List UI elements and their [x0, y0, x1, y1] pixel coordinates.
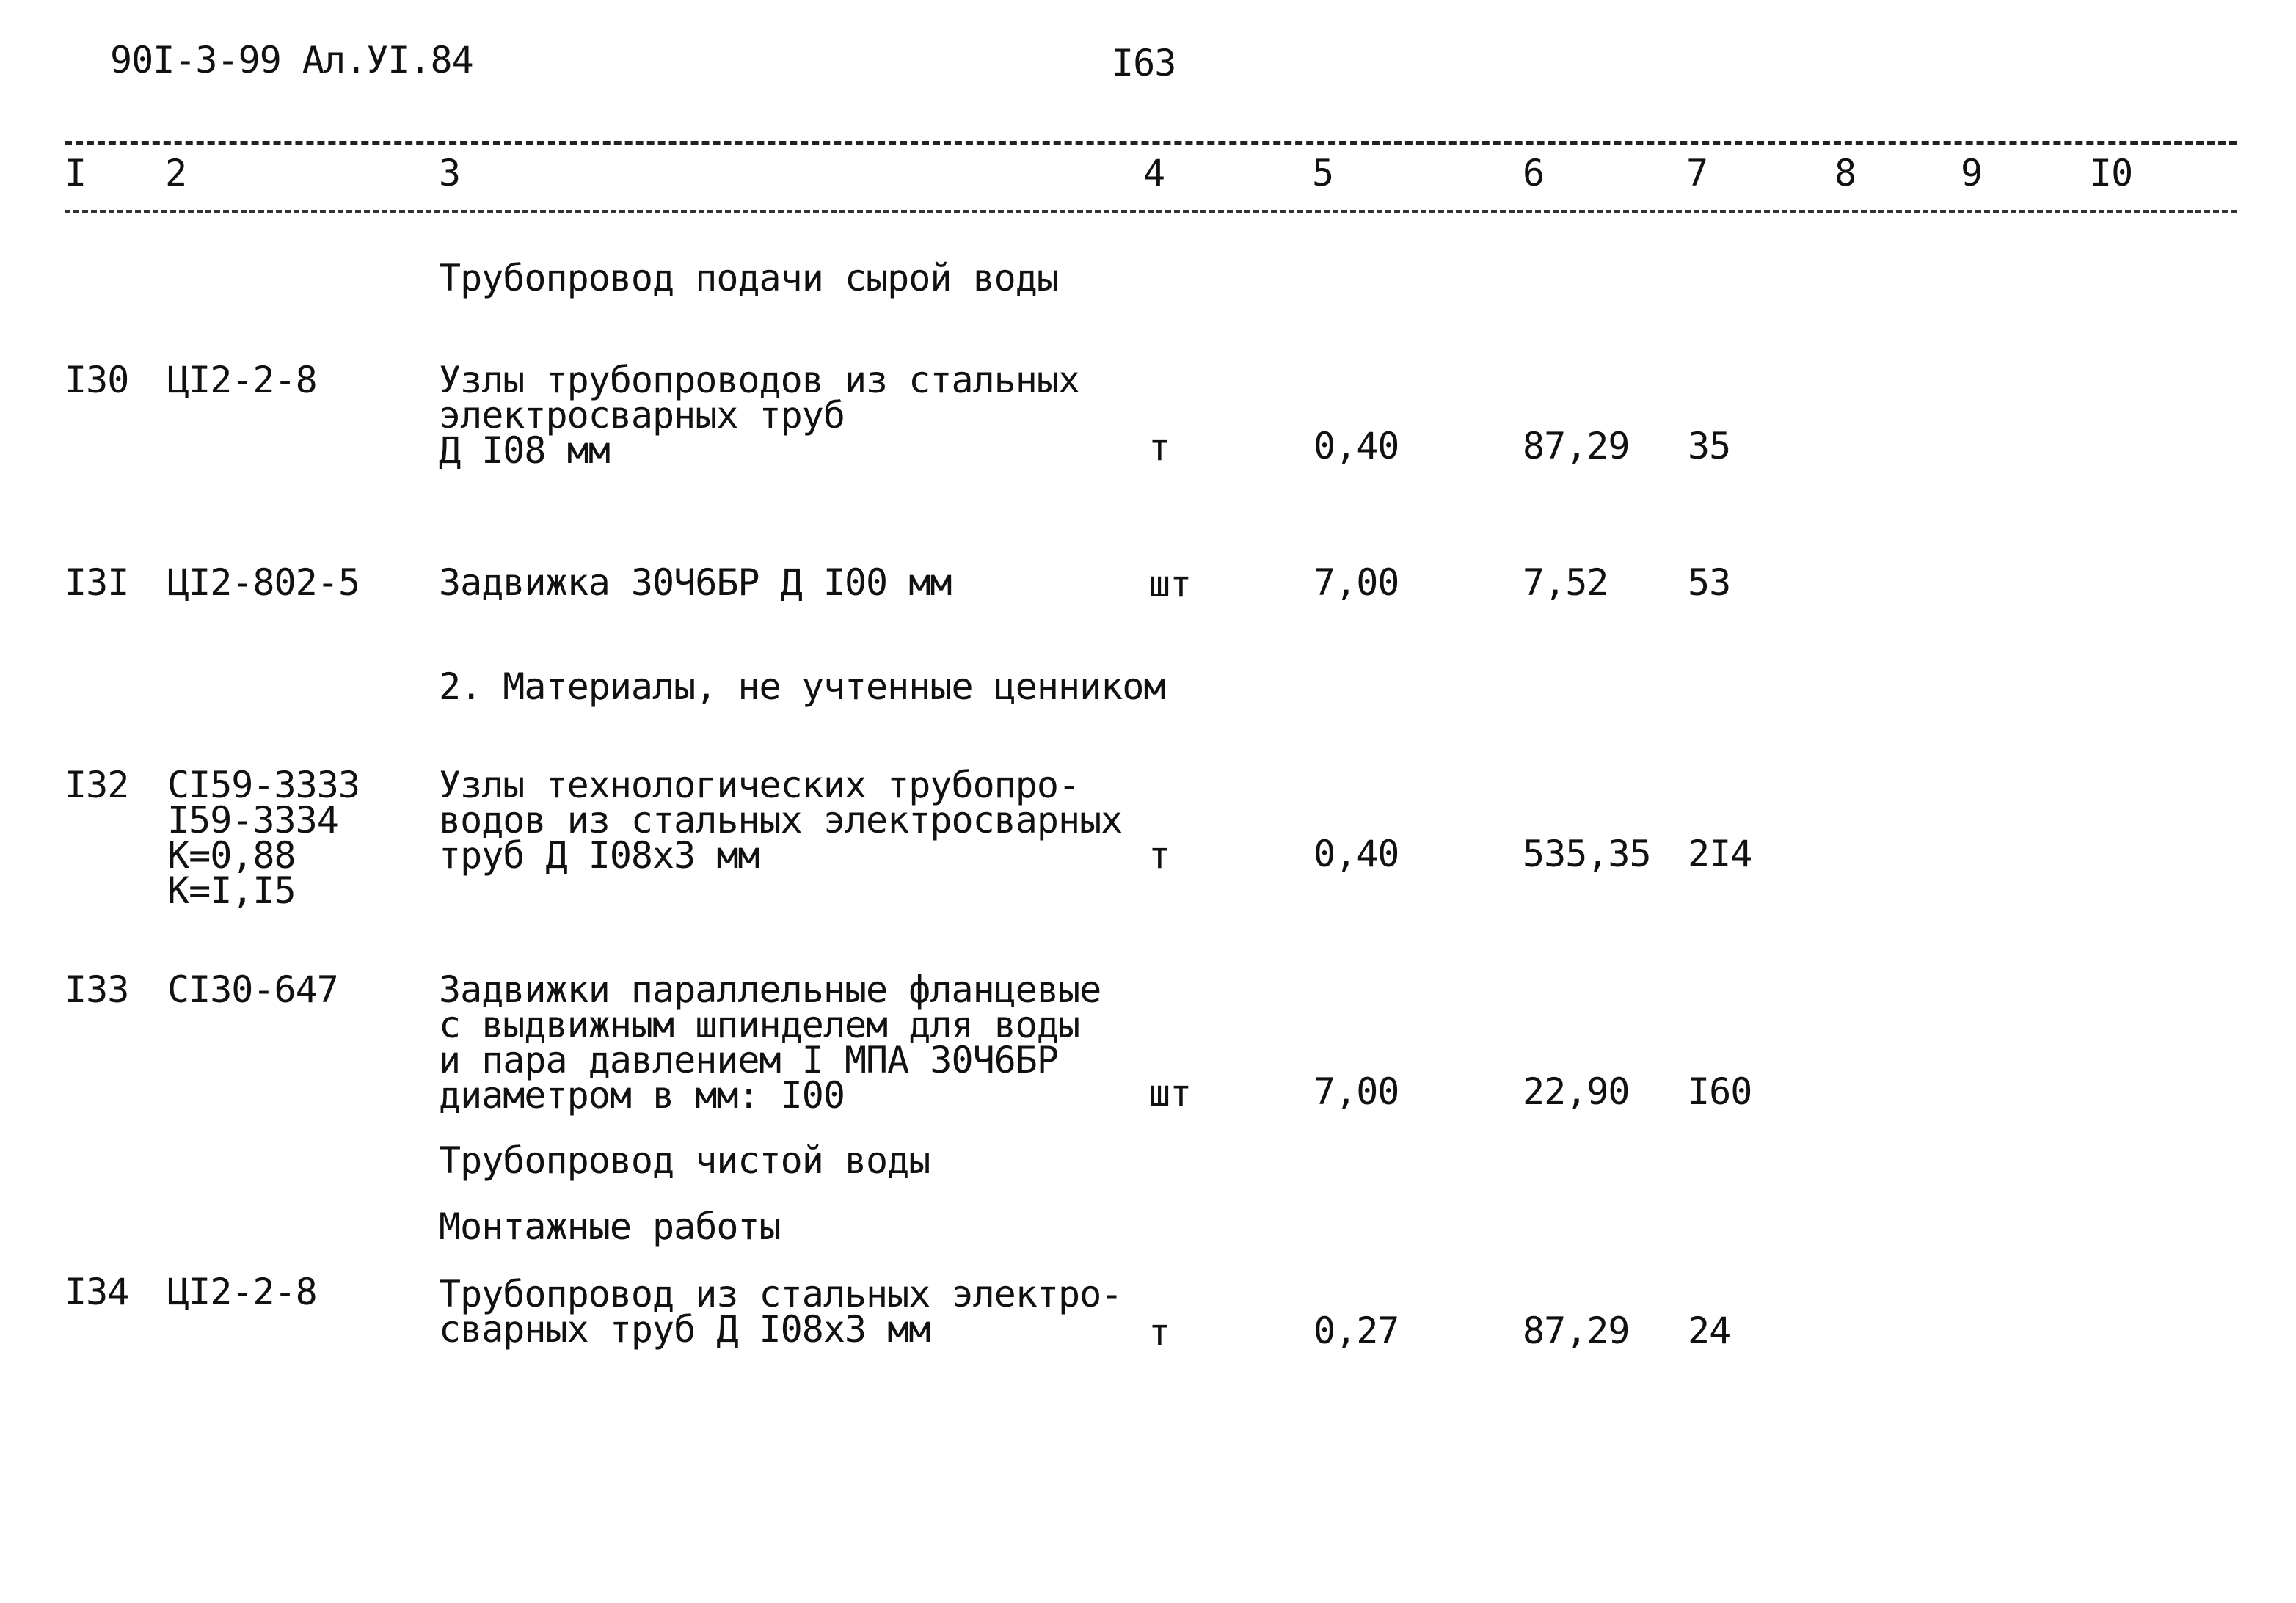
- row-description: Задвижки параллельные фланцевые с выдвижным шпинделем для воды и пара давлением I МПА 30Ч6БР диаметром в мм: I00: [439, 968, 1101, 1117]
- row-unit: т: [1148, 834, 1170, 877]
- row-description: Узлы трубопроводов из стальных электросварных труб Д I08 мм: [439, 359, 1080, 472]
- row-quantity: 0,40: [1313, 833, 1399, 875]
- section-heading-raw-water: Трубопровод подачи сырой воды: [439, 257, 1058, 299]
- header-bottom-rule: [65, 210, 2237, 213]
- column-header-10: I0: [2090, 152, 2133, 194]
- row-unit: шт: [1148, 563, 1192, 605]
- row-price: 535,35: [1523, 833, 1651, 875]
- row-description: Задвижка 30Ч6БР Д I00 мм: [439, 561, 952, 604]
- row-description: Узлы технологических трубопро- водов из стальных электросварных труб Д I08х3 мм: [439, 764, 1123, 877]
- row-total: 24: [1688, 1310, 1731, 1352]
- page-number: I63: [1112, 42, 1176, 84]
- column-header-2: 2: [165, 152, 187, 194]
- row-code: ЦI2-802-5: [167, 561, 360, 604]
- row-number: I32: [65, 764, 129, 806]
- row-price: 22,90: [1523, 1070, 1630, 1113]
- section-heading-clean-water: Трубопровод чистой воды: [439, 1139, 930, 1182]
- row-unit: т: [1148, 426, 1170, 469]
- column-header-4: 4: [1143, 152, 1165, 194]
- row-code: СI30-647: [167, 968, 338, 1011]
- row-total: 53: [1688, 561, 1731, 604]
- section-heading-installation: Монтажные работы: [439, 1205, 781, 1248]
- row-quantity: 0,27: [1313, 1310, 1399, 1352]
- row-price: 87,29: [1523, 425, 1630, 467]
- section-heading-materials: 2. Материалы, не учтенные ценником: [439, 665, 1165, 708]
- row-number: I33: [65, 968, 129, 1011]
- row-price: 87,29: [1523, 1310, 1630, 1352]
- column-header-6: 6: [1523, 152, 1545, 194]
- column-header-3: 3: [439, 152, 461, 194]
- row-quantity: 0,40: [1313, 425, 1399, 467]
- row-code: ЦI2-2-8: [167, 359, 317, 401]
- row-unit: шт: [1148, 1072, 1192, 1114]
- row-quantity: 7,00: [1313, 561, 1399, 604]
- row-number: I34: [65, 1271, 129, 1313]
- row-total: 35: [1688, 425, 1731, 467]
- row-quantity: 7,00: [1313, 1070, 1399, 1113]
- column-header-9: 9: [1961, 152, 1983, 194]
- row-total: 2I4: [1688, 833, 1752, 875]
- row-number: I30: [65, 359, 129, 401]
- column-header-1: I: [65, 152, 87, 194]
- row-description: Трубопровод из стальных электро- сварных труб Д I08х3 мм: [439, 1273, 1123, 1351]
- column-header-7: 7: [1686, 152, 1708, 194]
- row-total: I60: [1688, 1070, 1752, 1113]
- row-code: СI59-3333 I59-3334 К=0,88 К=I,I5: [167, 764, 360, 912]
- column-header-8: 8: [1834, 152, 1856, 194]
- row-number: I3I: [65, 561, 129, 604]
- header-top-rule: [65, 141, 2237, 145]
- document-code: 90I-3-99 Ал.УI.84: [110, 39, 473, 81]
- row-unit: т: [1148, 1311, 1170, 1354]
- column-header-5: 5: [1312, 152, 1334, 194]
- row-code: ЦI2-2-8: [167, 1271, 317, 1313]
- row-price: 7,52: [1523, 561, 1608, 604]
